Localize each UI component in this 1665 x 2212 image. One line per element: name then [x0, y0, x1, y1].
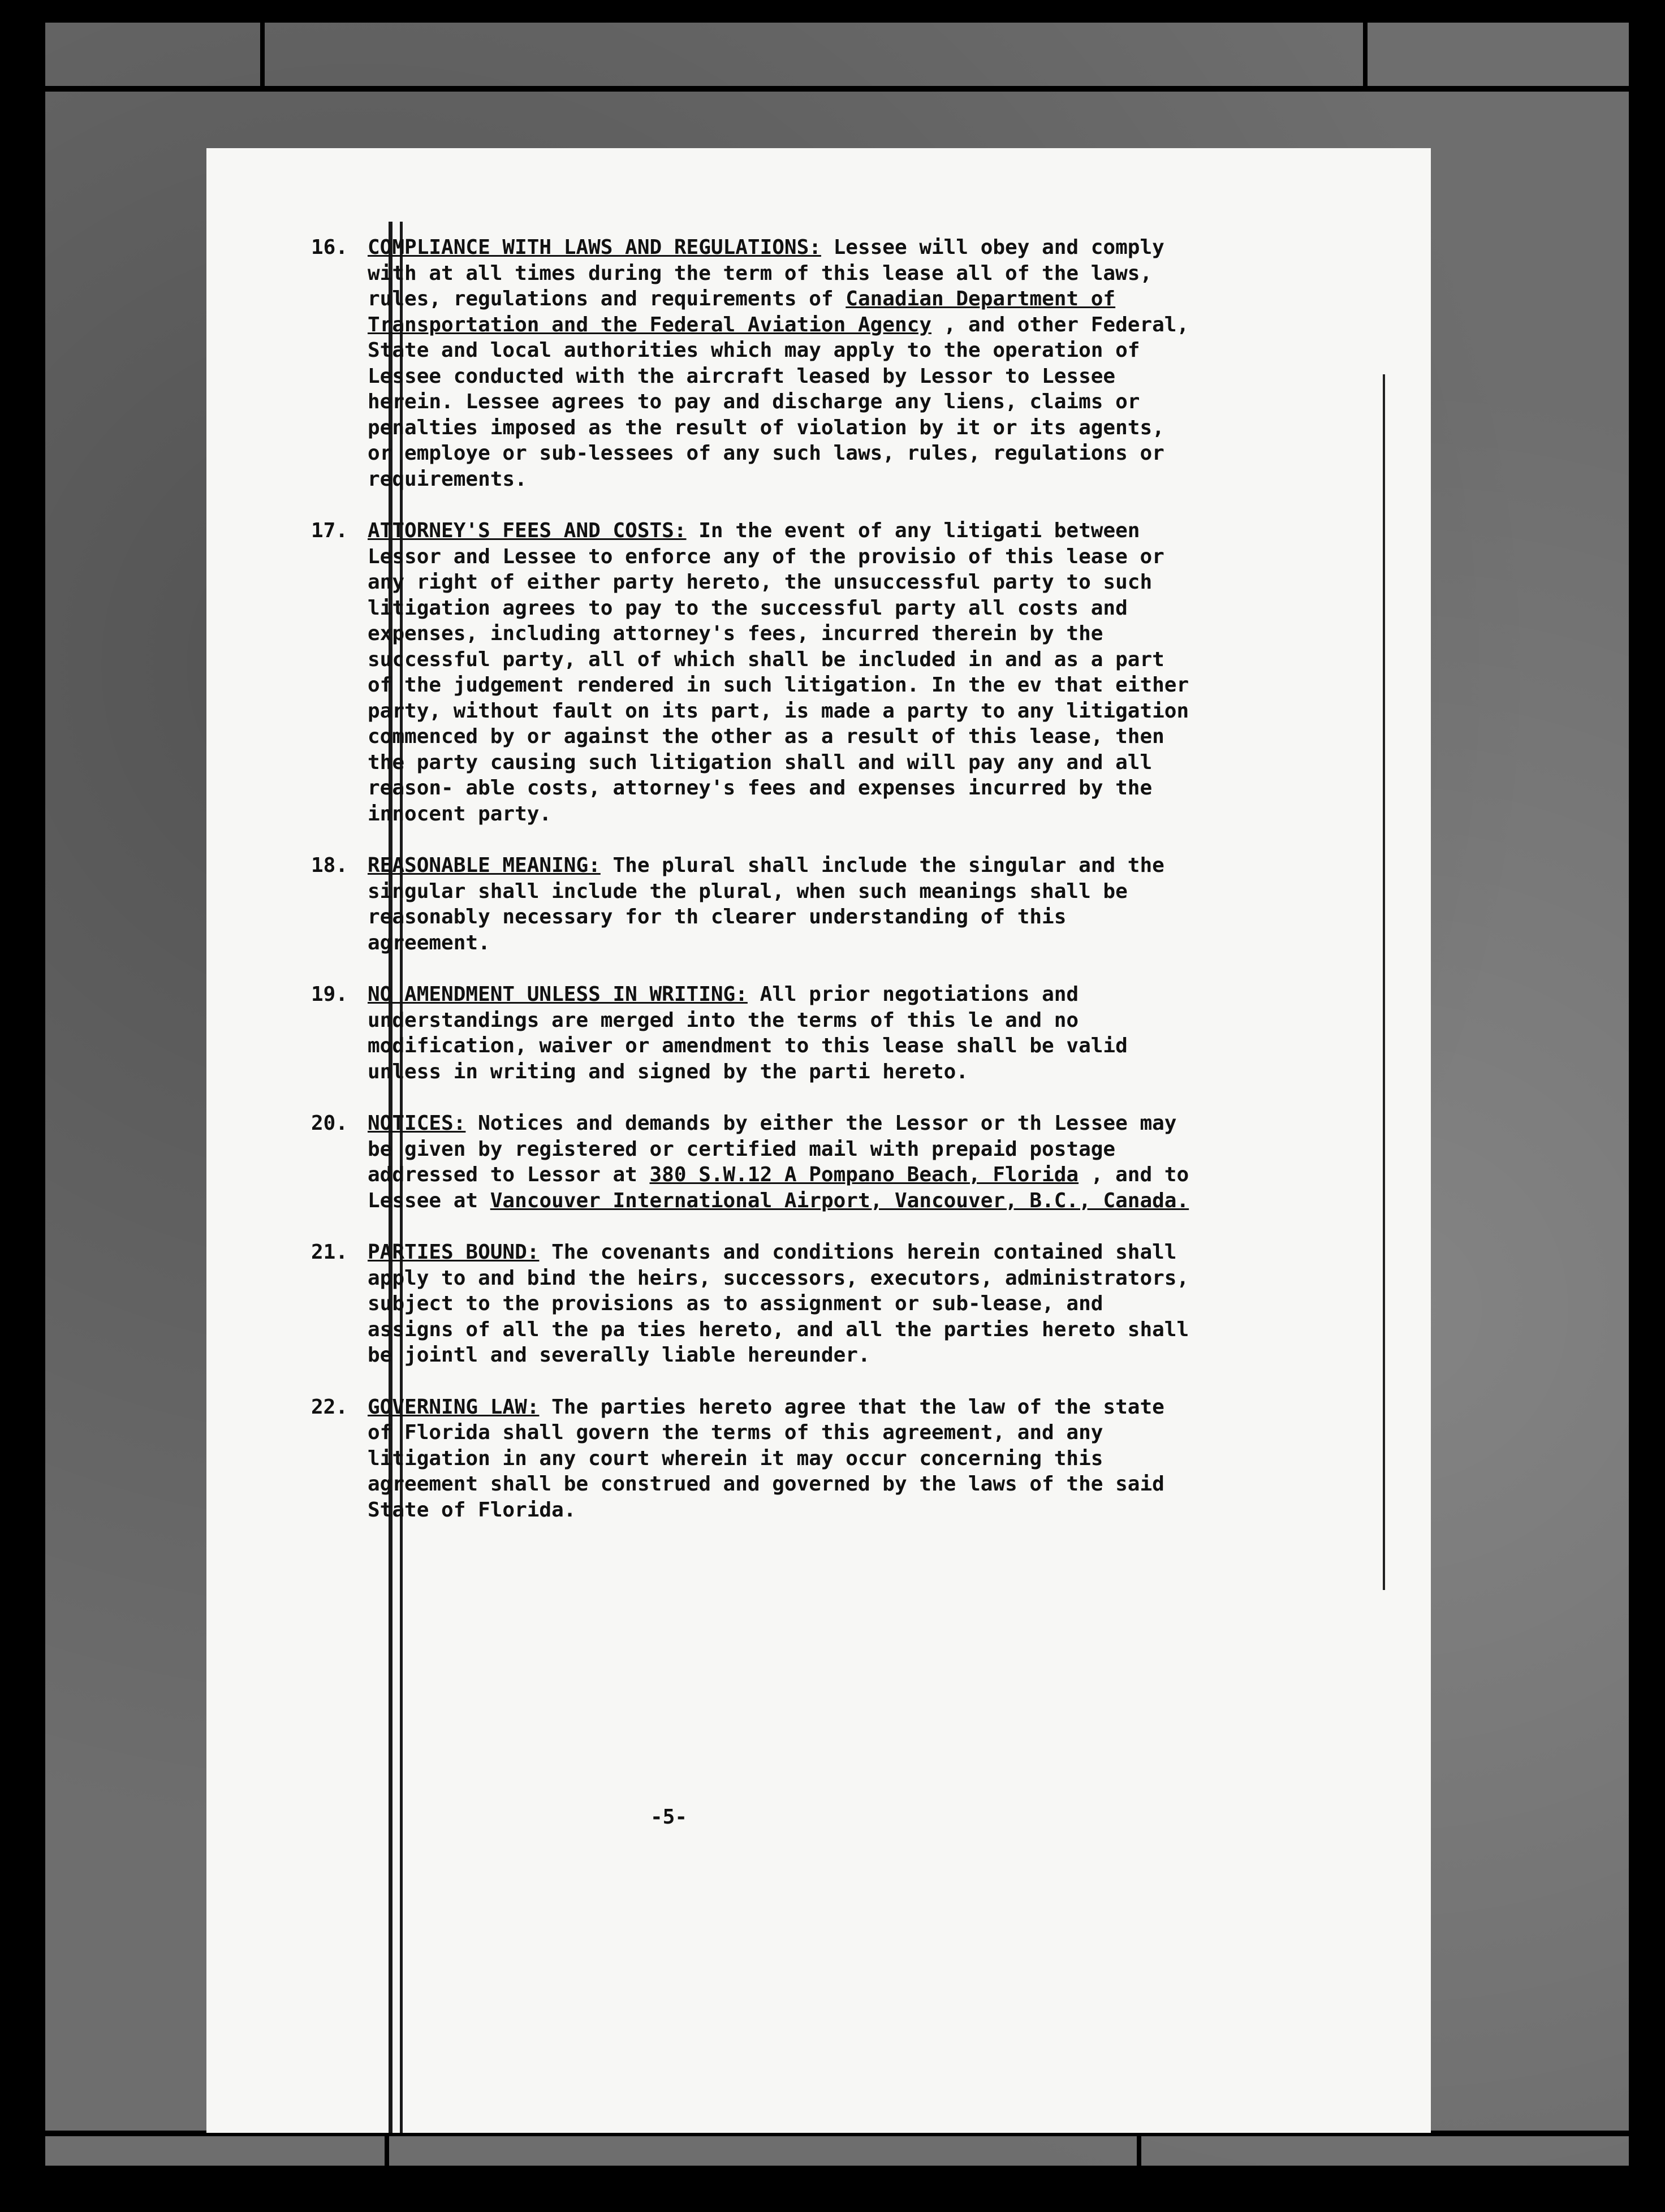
lessor-address: 380 S.W.12 A Pompano Beach, Florida	[649, 1163, 1079, 1186]
clause-title: NO AMENDMENT UNLESS IN WRITING:	[368, 983, 748, 1006]
clause-number: 16.	[311, 236, 348, 259]
clause-number: 21.	[311, 1241, 348, 1264]
clause-21	[311, 1239, 1193, 1368]
scan-frame-tick	[1137, 2132, 1141, 2188]
right-margin-rule	[1383, 374, 1385, 1590]
scan-border-left	[0, 0, 45, 2212]
clause-text: , and to Lessee at	[368, 1163, 1189, 1212]
clause-text: , and other Federal, State and local authorities which may apply to the operation of Lessee conducted with the aircraft leased by Lessor to Lessee herein. Lessee agrees to pay and discharge any liens, claims or penalties imposed as the result of violation by it or its agents, or employe or sub-lessees of any such laws, rules, regulations or requirements.	[368, 313, 1189, 491]
clause-19	[311, 982, 1193, 1085]
clause-text: Notices and demands by either the Lessor or th Lessee may be given by registered or certified mail with prepaid postage addressed to Lessor at	[368, 1112, 1177, 1186]
clause-number: 17.	[311, 519, 348, 542]
clause-number: 19.	[311, 983, 348, 1006]
clause-number: 18.	[311, 854, 348, 877]
clause-text: The plural shall include the singular and the singular shall include the plural, when such meanings shall be reasonably necessary for th clearer understanding of this agreement.	[368, 854, 1164, 954]
scan-frame-tick	[385, 2132, 389, 2188]
lease-clauses	[311, 235, 1193, 1549]
clause-title: REASONABLE MEANING:	[368, 854, 601, 877]
clause-18	[311, 853, 1193, 956]
lessee-address: Vancouver International Airport, Vancouver, B.C., Canada.	[490, 1189, 1189, 1212]
clause-17	[311, 518, 1193, 827]
clause-title: PARTIES BOUND:	[368, 1241, 540, 1264]
clause-title: ATTORNEY'S FEES AND COSTS:	[368, 519, 687, 542]
scan-frame-tick	[260, 23, 265, 90]
clause-title: NOTICES:	[368, 1112, 466, 1135]
clause-text: All prior negotiations and understandings are merged into the terms of this le and no modification, waiver or amendment to this lease shall be valid unless in writing and signed by the parti hereto.	[368, 983, 1128, 1083]
scan-frame-tick	[1363, 23, 1368, 90]
scan-frame-line-top	[0, 86, 1665, 92]
scan-border-right	[1629, 0, 1665, 2212]
clause-16	[311, 235, 1193, 492]
clause-text-underlined: Canadian Department of Transportation and the Federal Aviation Agency	[368, 287, 1116, 336]
clause-text: The covenants and conditions herein contained shall apply to and bind the heirs, successors, executors, administrators, subject to the provisions as to assignment or sub-lease, and assigns of all the pa ties hereto, and all the parties hereto shall be jointl and severally liable hereunder.	[368, 1241, 1189, 1367]
clause-title: GOVERNING LAW:	[368, 1395, 540, 1419]
clause-number: 22.	[311, 1395, 348, 1419]
clause-22	[311, 1394, 1193, 1523]
clause-number: 20.	[311, 1112, 348, 1135]
clause-text: Lessee will obey and comply with at all times during the term of this lease all of the laws, rules, regulations and requirements of	[368, 236, 1164, 310]
page-number: -5-	[650, 1805, 688, 1829]
clause-title: COMPLIANCE WITH LAWS AND REGULATIONS:	[368, 236, 821, 259]
clause-text: The parties hereto agree that the law of the state of Florida shall govern the terms of this agreement, and any litigation in any court wherein it may occur concerning this agreement shall be construed and governed by the laws of the said State of Florida.	[368, 1395, 1164, 1522]
clause-20	[311, 1111, 1193, 1213]
clause-text: In the event of any litigati between Lessor and Lessee to enforce any of the provisio of this lease or any right of either party hereto, the unsuccessful party to such litigation agrees to pay to the successful party all costs and expenses, including attorney's fees, incurred therein by the successful party, all of which shall be included in and as a part of the judgement rendered in such litigation. In the ev that either party, without fault on its part, is made a party to any litigation commenced by or against the other as a result of this lease, then the party causing such litigation shall and will pay any and all reason- able costs, attorney's fees and expenses incurred by the innocent party.	[368, 519, 1189, 826]
